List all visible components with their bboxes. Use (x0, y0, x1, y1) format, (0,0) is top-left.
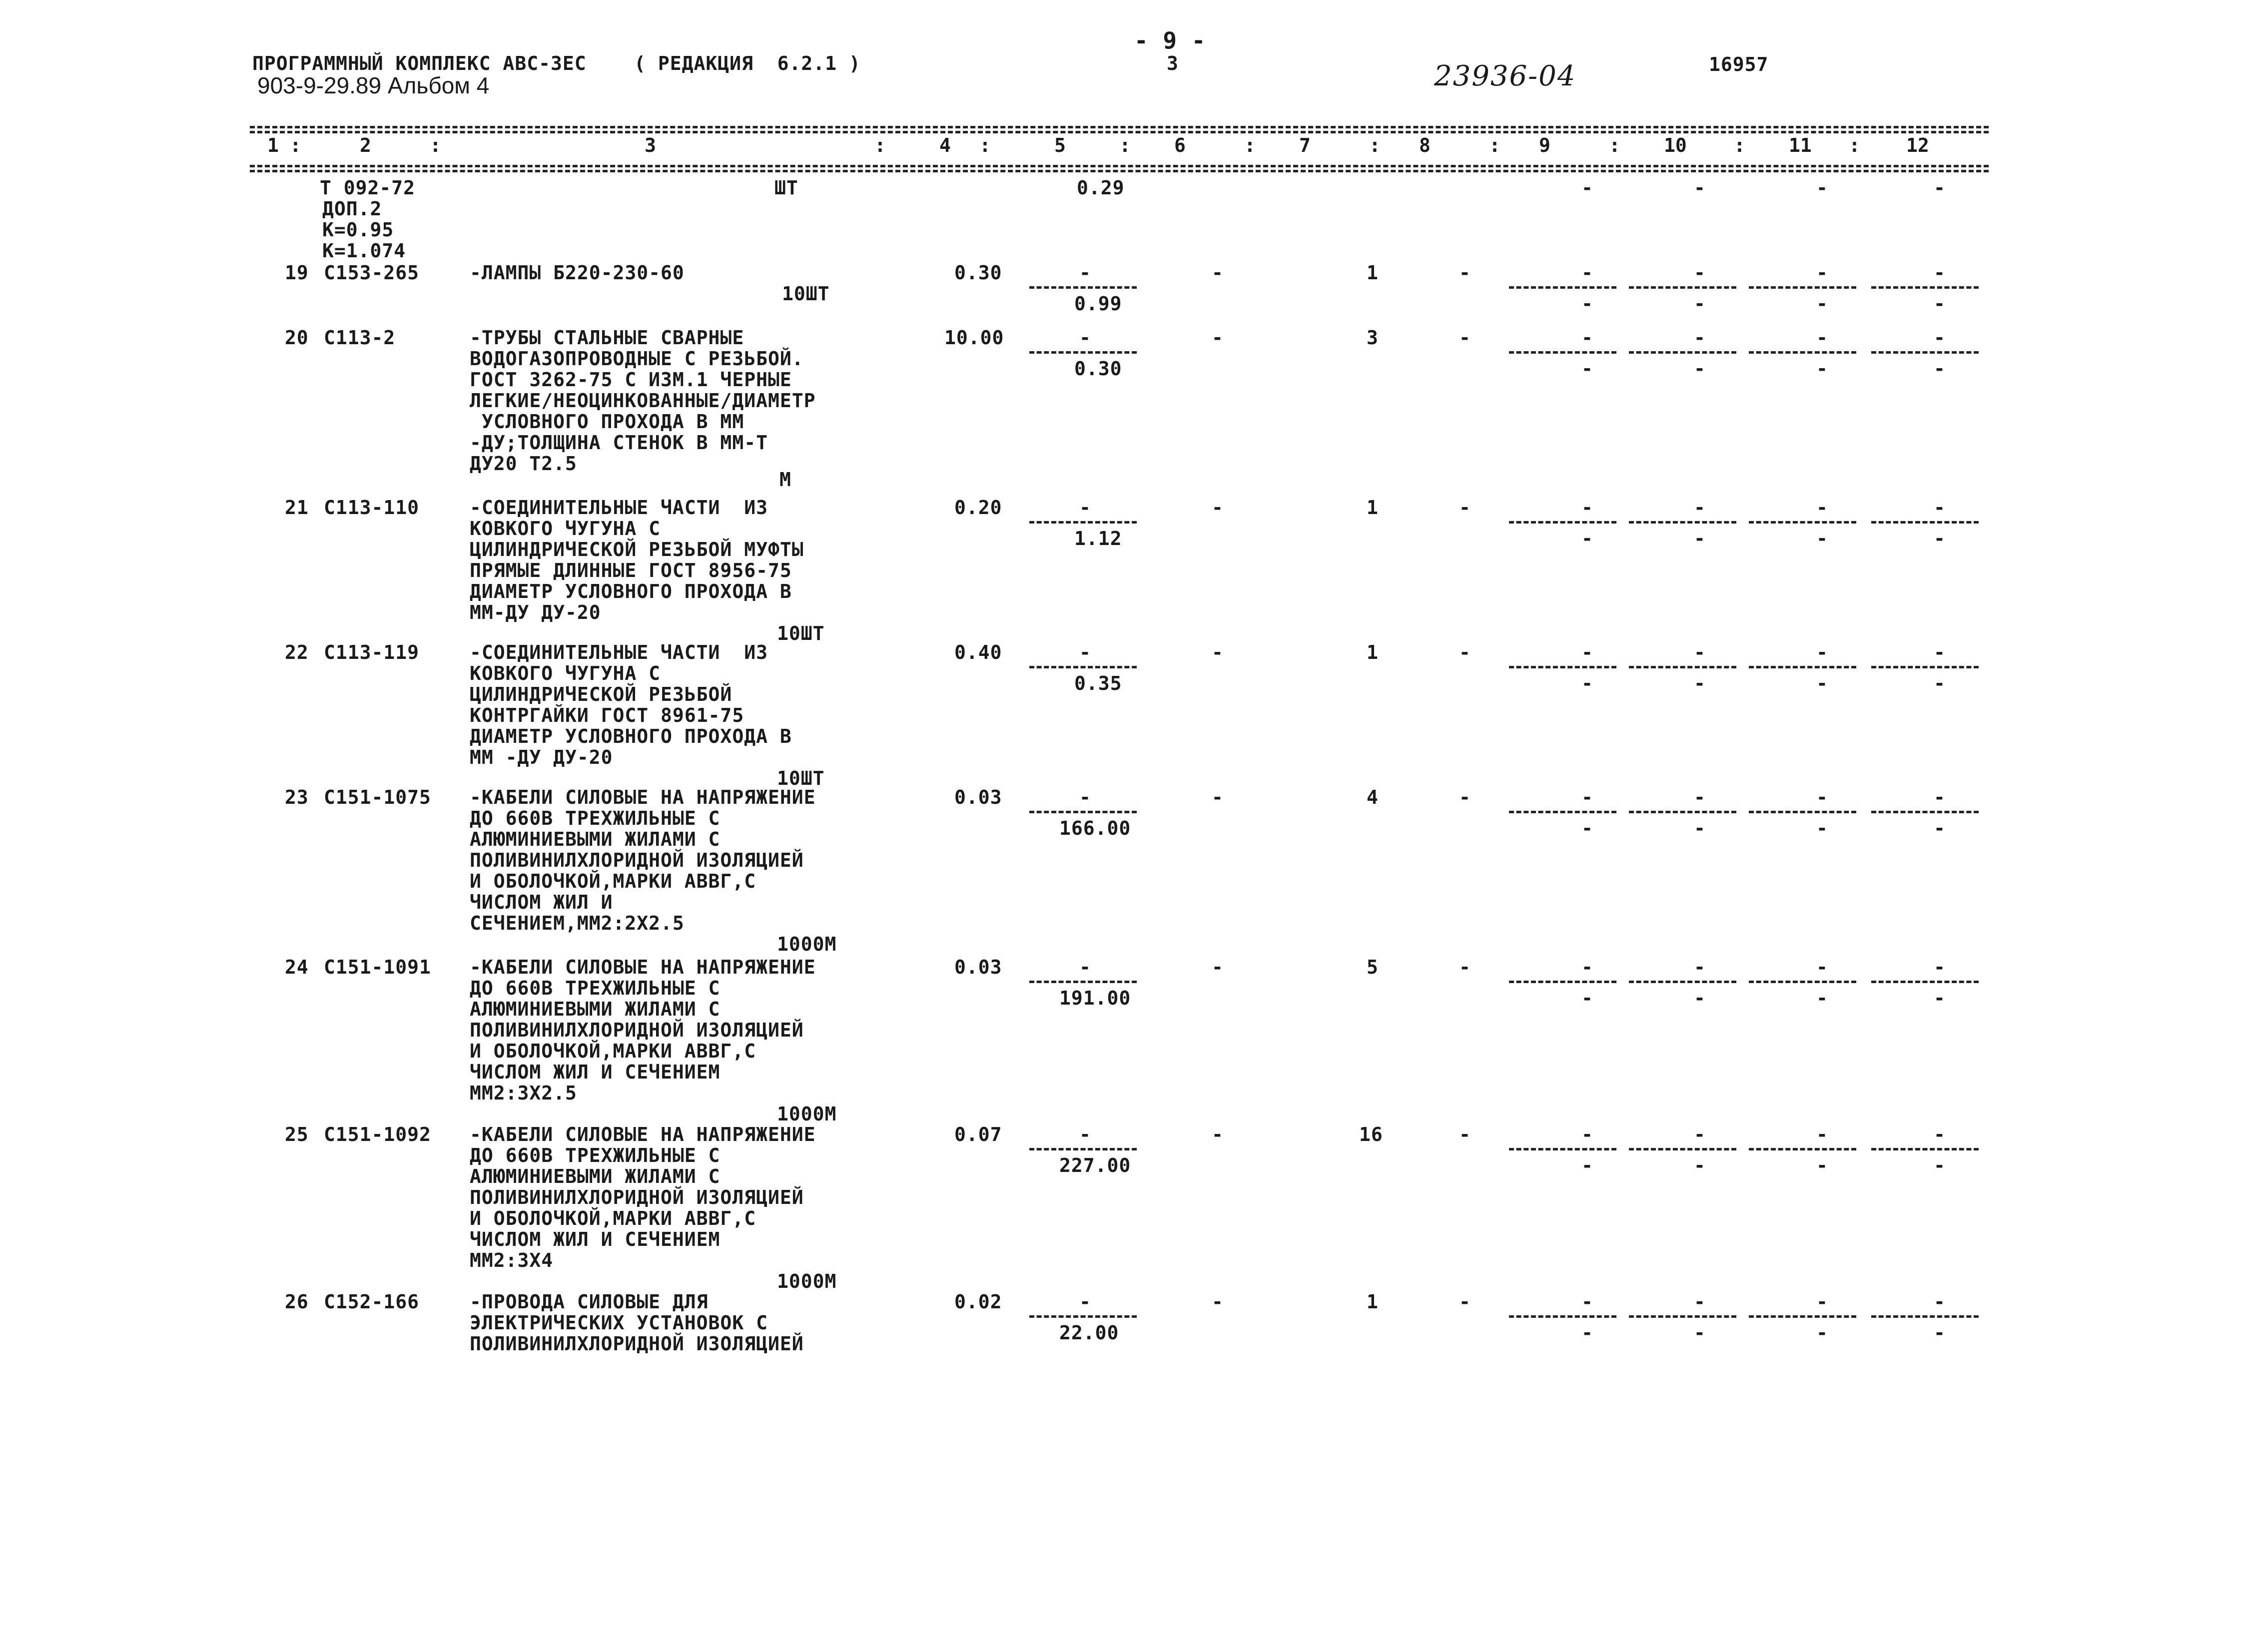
item-description: -ТРУБЫ СТАЛЬНЫЕ СВАРНЫЕ (470, 327, 745, 349)
fraction-rule (1509, 351, 1616, 354)
cell-dash: - (1581, 641, 1593, 663)
header-bottom-rule-2 (250, 170, 1989, 172)
cell-dash: - (1581, 497, 1593, 519)
item-description: ЦИЛИНДРИЧЕСКОЙ РЕЗЬБОЙ МУФТЫ (470, 539, 804, 560)
item-description: ПОЛИВИНИЛХЛОРИДНОЙ ИЗОЛЯЦИЕЙ (470, 849, 804, 871)
cell-dash: - (1816, 262, 1828, 284)
fraction-rule (1749, 666, 1856, 668)
row-number: 19 (285, 262, 309, 284)
header-bottom-rule (250, 165, 1989, 167)
column-number: 12 (1906, 134, 1929, 156)
cell-dash: - (1934, 262, 1946, 284)
rate-code-extra: К=0.95 (322, 219, 394, 241)
col9-value: - (1459, 327, 1471, 349)
fraction-rule (1509, 666, 1616, 668)
cell-dash: - (1816, 956, 1828, 978)
fraction-rule (1749, 1315, 1856, 1318)
fraction-rule (1029, 521, 1137, 524)
quantity-value: 0.03 (954, 956, 1002, 978)
item-description: ЦИЛИНДРИЧЕСКОЙ РЕЗЬБОЙ (470, 683, 733, 705)
item-description: АЛЮМИНИЕВЫМИ ЖИЛАМИ С (470, 828, 721, 850)
fraction-rule (1629, 811, 1736, 813)
item-description: ПОЛИВИНИЛХЛОРИДНОЙ ИЗОЛЯЦИЕЙ (470, 1333, 804, 1355)
cell-dash: - (1581, 528, 1593, 550)
item-description: ПОЛИВИНИЛХЛОРИДНОЙ ИЗОЛЯЦИЕЙ (470, 1019, 804, 1041)
cell-dash: - (1816, 817, 1828, 839)
quantity-value: 0.20 (954, 497, 1002, 519)
cell-dash: - (1816, 358, 1828, 380)
fraction-rule (1749, 286, 1856, 289)
fraction-rule (1029, 351, 1137, 354)
item-description: И ОБОЛОЧКОЙ,МАРКИ АВВГ,С (470, 870, 756, 892)
row-number: 24 (285, 956, 309, 978)
cell-dash: - (1934, 327, 1946, 349)
cell-dash: - (1694, 327, 1706, 349)
header-top-rule (250, 126, 1989, 128)
fraction-rule (1509, 981, 1616, 983)
cell-dash: - (1934, 1154, 1946, 1176)
cell-dash: - (1934, 786, 1946, 808)
unit-of-measure: 10ШТ (777, 622, 825, 644)
column-number: 7 (1299, 134, 1311, 156)
column-separator: : (1244, 134, 1256, 156)
fraction-rule (1749, 351, 1856, 354)
cell-dash: - (1816, 497, 1828, 519)
column-separator: : (1849, 134, 1860, 156)
rate-code: Т 092-72 (320, 177, 416, 199)
col6-value: - (1212, 641, 1224, 663)
column-separator: : (874, 134, 886, 156)
unit-cost-bottom: 227.00 (1059, 1154, 1131, 1176)
item-description: ЭЛЕКТРИЧЕСКИХ УСТАНОВОК С (470, 1312, 768, 1334)
quantity-value: 0.07 (954, 1123, 1002, 1145)
unit-cost-bottom: 0.35 (1074, 672, 1122, 694)
col6-value: - (1212, 262, 1224, 284)
quantity-value: 0.30 (954, 262, 1002, 284)
column-separator: : (1734, 134, 1745, 156)
unit-cost-bottom: 166.00 (1059, 817, 1131, 839)
fraction-rule (1871, 1148, 1979, 1150)
rate-code: С152-166 (324, 1291, 420, 1313)
cell-dash: - (1934, 293, 1946, 315)
unit-cost-bottom: 0.30 (1074, 358, 1122, 380)
column-number: 1 (267, 134, 279, 156)
fraction-rule (1749, 1148, 1856, 1150)
col6-value: - (1212, 327, 1224, 349)
fraction-rule (1629, 1148, 1736, 1150)
rate-code: С113-2 (324, 327, 396, 349)
rate-code: С113-110 (324, 497, 420, 519)
cell-dash: - (1816, 672, 1828, 694)
cell-dash: - (1934, 672, 1946, 694)
cell-dash: - (1694, 786, 1706, 808)
fraction-rule (1509, 521, 1616, 524)
fraction-rule (1871, 286, 1979, 289)
item-description: СЕЧЕНИЕМ,ММ2:2Х2.5 (470, 912, 685, 934)
unit-of-measure: 10ШТ (782, 283, 830, 305)
fraction-rule (1871, 1315, 1979, 1318)
fraction-rule (1749, 981, 1856, 983)
col9-value: - (1459, 497, 1471, 519)
fraction-rule (1029, 981, 1137, 983)
fraction-rule (1509, 1148, 1616, 1150)
doc-code: 16957 (1709, 53, 1769, 75)
item-description: ПРЯМЫЕ ДЛИННЫЕ ГОСТ 8956-75 (470, 559, 792, 581)
item-description: ДУ20 Т2.5 (470, 453, 577, 475)
unit-of-measure: 10ШТ (777, 767, 825, 789)
cell-dash: - (1816, 1123, 1828, 1145)
column-number: 9 (1539, 134, 1550, 156)
col6-value: - (1212, 1291, 1224, 1313)
rate-code: С153-265 (324, 262, 420, 284)
cell-dash: - (1816, 786, 1828, 808)
program-line: ПРОГРАММНЫЙ КОМПЛЕКС АВС-3ЕС ( РЕДАКЦИЯ 6.2.1 ) (252, 52, 861, 74)
col9-value: - (1459, 262, 1471, 284)
column-number: 4 (939, 134, 951, 156)
cell-dash: - (1581, 1322, 1593, 1344)
cell-dash: - (1816, 1291, 1828, 1313)
item-description: ЧИСЛОМ ЖИЛ И СЕЧЕНИЕМ (470, 1061, 721, 1083)
cell-dash: - (1816, 327, 1828, 349)
row-number: 26 (285, 1291, 309, 1313)
cell-dash: - (1581, 293, 1593, 315)
cell-dash: - (1581, 177, 1593, 199)
fraction-rule (1629, 286, 1736, 289)
cell-dash: - (1694, 1291, 1706, 1313)
unit-cost-top: - (1079, 262, 1091, 284)
fraction-rule (1629, 666, 1736, 668)
col8-value: 1 (1367, 497, 1379, 519)
rate-code: С151-1075 (324, 786, 431, 808)
rate-code-extra: К=1.074 (322, 240, 406, 262)
item-description: -ДУ;ТОЛЩИНА СТЕНОК В ММ-Т (470, 432, 768, 454)
item-description: ДО 660В ТРЕХЖИЛЬНЫЕ С (470, 1144, 721, 1166)
cell-dash: - (1581, 358, 1593, 380)
cell-dash: - (1934, 358, 1946, 380)
cell-dash: - (1934, 956, 1946, 978)
cell-dash: - (1694, 1123, 1706, 1145)
fraction-rule (1629, 981, 1736, 983)
column-number: 6 (1174, 134, 1186, 156)
item-description: -КАБЕЛИ СИЛОВЫЕ НА НАПРЯЖЕНИЕ (470, 1123, 816, 1145)
cell-dash: - (1581, 956, 1593, 978)
row-number: 20 (285, 327, 309, 349)
col8-value: 1 (1367, 1291, 1379, 1313)
col8-value: 5 (1367, 956, 1379, 978)
cell-dash: - (1816, 528, 1828, 550)
row-number: 23 (285, 786, 309, 808)
page-sub: 3 (1167, 52, 1179, 74)
item-description: КОВКОГО ЧУГУНА С (470, 662, 661, 684)
column-number: 2 (360, 134, 371, 156)
item-description: КОВКОГО ЧУГУНА С (470, 518, 661, 540)
fraction-rule (1629, 1315, 1736, 1318)
item-description: ЧИСЛОМ ЖИЛ И СЕЧЕНИЕМ (470, 1228, 721, 1250)
fraction-rule (1029, 286, 1137, 289)
cell-dash: - (1934, 528, 1946, 550)
item-description: ПОЛИВИНИЛХЛОРИДНОЙ ИЗОЛЯЦИЕЙ (470, 1186, 804, 1208)
quantity-value: 0.40 (954, 641, 1002, 663)
fraction-rule (1629, 351, 1736, 354)
page-number: - 9 - (1134, 27, 1206, 54)
item-description: АЛЮМИНИЕВЫМИ ЖИЛАМИ С (470, 998, 721, 1020)
cell-dash: - (1581, 672, 1593, 694)
item-description: -КАБЕЛИ СИЛОВЫЕ НА НАПРЯЖЕНИЕ (470, 956, 816, 978)
cell-dash: - (1934, 817, 1946, 839)
cell-dash: - (1694, 1154, 1706, 1176)
col6-value: - (1212, 497, 1224, 519)
cell-dash: - (1581, 327, 1593, 349)
item-description: КОНТРГАЙКИ ГОСТ 8961-75 (470, 704, 745, 726)
cell-dash: - (1581, 262, 1593, 284)
cell-dash: - (1694, 293, 1706, 315)
fraction-rule (1509, 1315, 1616, 1318)
item-description: И ОБОЛОЧКОЙ,МАРКИ АВВГ,С (470, 1040, 756, 1062)
item-description: ДО 660В ТРЕХЖИЛЬНЫЕ С (470, 977, 721, 999)
fraction-rule (1029, 1315, 1137, 1318)
cell-dash: - (1934, 1123, 1946, 1145)
fraction-rule (1509, 286, 1616, 289)
rate-code: С151-1091 (324, 956, 431, 978)
column-separator: : (1369, 134, 1381, 156)
cell-dash: - (1934, 987, 1946, 1009)
item-description: -ЛАМПЫ Б220-230-60 (470, 262, 685, 284)
unit-cost-bottom: 22.00 (1059, 1322, 1119, 1344)
row-number: 25 (285, 1123, 309, 1145)
cell-dash: - (1694, 262, 1706, 284)
unit-cost-top: - (1079, 1291, 1091, 1313)
column-separator: : (1489, 134, 1500, 156)
item-description: УСЛОВНОГО ПРОХОДА В ММ (470, 411, 745, 433)
cell-dash: - (1816, 293, 1828, 315)
column-separator: : (979, 134, 991, 156)
fraction-rule (1029, 666, 1137, 668)
unit-of-measure: 1000М (777, 1103, 837, 1125)
quantity-value: 0.02 (954, 1291, 1002, 1313)
col8-value: 16 (1359, 1123, 1383, 1145)
item-description: АЛЮМИНИЕВЫМИ ЖИЛАМИ С (470, 1165, 721, 1187)
col6-value: - (1212, 786, 1224, 808)
col9-value: - (1459, 641, 1471, 663)
col9-value: - (1459, 1123, 1471, 1145)
fraction-rule (1871, 351, 1979, 354)
cell-dash: - (1934, 641, 1946, 663)
unit-cost-top: - (1079, 786, 1091, 808)
col8-value: 4 (1367, 786, 1379, 808)
cell-dash: - (1694, 987, 1706, 1009)
column-number: 5 (1054, 134, 1066, 156)
unit-of-measure: 1000М (777, 1270, 837, 1292)
album-line: 903-9-29.89 Альбом 4 (257, 72, 490, 98)
column-number: 8 (1419, 134, 1431, 156)
item-description: ММ-ДУ ДУ-20 (470, 601, 601, 623)
col8-value: 1 (1367, 641, 1379, 663)
quantity-value: 0.03 (954, 786, 1002, 808)
cell-dash: - (1694, 177, 1706, 199)
item-description: ДИАМЕТР УСЛОВНОГО ПРОХОДА В (470, 580, 792, 602)
unit-cost-value: 0.29 (1077, 177, 1125, 199)
item-description: -СОЕДИНИТЕЛЬНЫЕ ЧАСТИ ИЗ (470, 497, 768, 519)
unit-cost-top: - (1079, 327, 1091, 349)
unit-of-measure: М (779, 469, 791, 491)
rate-code-extra: ДОП.2 (322, 198, 382, 220)
item-description: ГОСТ 3262-75 С ИЗМ.1 ЧЕРНЫЕ (470, 369, 792, 391)
unit-cost-top: - (1079, 1123, 1091, 1145)
cell-dash: - (1694, 497, 1706, 519)
cell-dash: - (1934, 1291, 1946, 1313)
column-separator: : (1609, 134, 1620, 156)
item-description: -СОЕДИНИТЕЛЬНЫЕ ЧАСТИ ИЗ (470, 641, 768, 663)
item-description: ММ -ДУ ДУ-20 (470, 746, 613, 768)
cell-dash: - (1934, 177, 1946, 199)
rate-code: С113-119 (324, 641, 420, 663)
item-description: -КАБЕЛИ СИЛОВЫЕ НА НАПРЯЖЕНИЕ (470, 786, 816, 808)
fraction-rule (1029, 811, 1137, 813)
column-number: 11 (1789, 134, 1812, 156)
unit-of-measure: ШТ (774, 177, 798, 199)
fraction-rule (1871, 666, 1979, 668)
cell-dash: - (1694, 1322, 1706, 1344)
fraction-rule (1749, 521, 1856, 524)
item-description: ВОДОГАЗОПРОВОДНЫЕ С РЕЗЬБОЙ. (470, 348, 804, 370)
item-description: И ОБОЛОЧКОЙ,МАРКИ АВВГ,С (470, 1207, 756, 1229)
col9-value: - (1459, 1291, 1471, 1313)
column-separator: : (430, 134, 441, 156)
fraction-rule (1871, 811, 1979, 813)
column-separator: : (290, 134, 301, 156)
item-description: ДО 660В ТРЕХЖИЛЬНЫЕ С (470, 807, 721, 829)
fraction-rule (1871, 521, 1979, 524)
unit-of-measure: 1000М (777, 933, 837, 955)
item-description: ММ2:3Х2.5 (470, 1082, 577, 1104)
cell-dash: - (1581, 1291, 1593, 1313)
unit-cost-bottom: 0.99 (1074, 293, 1122, 315)
cell-dash: - (1816, 641, 1828, 663)
col9-value: - (1459, 786, 1471, 808)
rate-code: С151-1092 (324, 1123, 431, 1145)
cell-dash: - (1934, 497, 1946, 519)
cell-dash: - (1694, 358, 1706, 380)
unit-cost-top: - (1079, 641, 1091, 663)
column-number: 3 (645, 134, 656, 156)
item-description: -ПРОВОДА СИЛОВЫЕ ДЛЯ (470, 1291, 709, 1313)
cell-dash: - (1581, 817, 1593, 839)
fraction-rule (1749, 811, 1856, 813)
cell-dash: - (1581, 786, 1593, 808)
col8-value: 3 (1367, 327, 1379, 349)
cell-dash: - (1581, 987, 1593, 1009)
col6-value: - (1212, 1123, 1224, 1145)
handwritten-code: 23936-04 (1434, 60, 1576, 92)
item-description: ЛЕГКИЕ/НЕОЦИНКОВАННЫЕ/ДИАМЕТР (470, 390, 816, 412)
cell-dash: - (1934, 1322, 1946, 1344)
column-separator: : (1119, 134, 1131, 156)
col9-value: - (1459, 956, 1471, 978)
unit-cost-top: - (1079, 956, 1091, 978)
cell-dash: - (1694, 528, 1706, 550)
fraction-rule (1029, 1148, 1137, 1150)
fraction-rule (1871, 981, 1979, 983)
item-description: ЧИСЛОМ ЖИЛ И (470, 891, 613, 913)
col6-value: - (1212, 956, 1224, 978)
cell-dash: - (1694, 817, 1706, 839)
cell-dash: - (1816, 987, 1828, 1009)
unit-cost-bottom: 1.12 (1074, 528, 1122, 550)
quantity-value: 10.00 (944, 327, 1004, 349)
fraction-rule (1629, 521, 1736, 524)
col8-value: 1 (1367, 262, 1379, 284)
cell-dash: - (1816, 1322, 1828, 1344)
cell-dash: - (1694, 956, 1706, 978)
header-top-rule-2 (250, 131, 1989, 133)
column-number: 10 (1664, 134, 1687, 156)
item-description: ММ2:3Х4 (470, 1249, 554, 1271)
unit-cost-top: - (1079, 497, 1091, 519)
cell-dash: - (1694, 672, 1706, 694)
cell-dash: - (1694, 641, 1706, 663)
item-description: ДИАМЕТР УСЛОВНОГО ПРОХОДА В (470, 725, 792, 747)
fraction-rule (1509, 811, 1616, 813)
cell-dash: - (1581, 1123, 1593, 1145)
row-number: 21 (285, 497, 309, 519)
cell-dash: - (1816, 1154, 1828, 1176)
row-number: 22 (285, 641, 309, 663)
cell-dash: - (1581, 1154, 1593, 1176)
cell-dash: - (1816, 177, 1828, 199)
unit-cost-bottom: 191.00 (1059, 987, 1131, 1009)
